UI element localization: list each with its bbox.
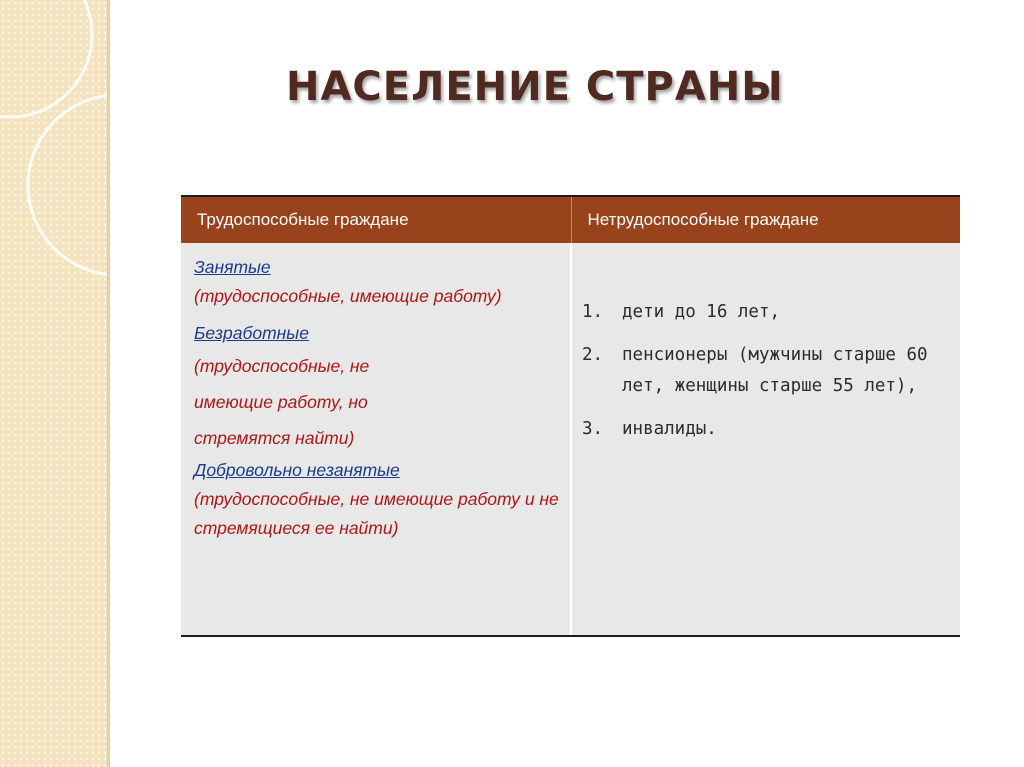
- unemployed-label: Безработные: [194, 323, 309, 343]
- list-item-text: дети до 16 лет,: [622, 302, 781, 322]
- disabled-cell: [571, 243, 960, 636]
- decorative-side-band: [0, 0, 110, 767]
- unemployed-description-line-2: имеющие работу, но: [194, 392, 368, 412]
- unemployed-description-line-3: стремятся найти): [194, 428, 355, 448]
- table-header-row: [181, 196, 960, 243]
- slide-title: НАСЕЛЕНИЕ СТРАНЫ: [286, 64, 784, 110]
- decorative-arcs: [0, 0, 110, 767]
- employed-label: Занятые: [194, 257, 271, 277]
- able-bodied-cell: [181, 243, 571, 636]
- population-table: [181, 195, 960, 637]
- list-item: 3. инвалиды.: [582, 414, 940, 445]
- voluntary-unemployed-label: Добровольно незанятые: [194, 460, 400, 480]
- unemployed-description-line-1: (трудоспособные, не: [194, 356, 370, 376]
- table-body-row: [181, 243, 960, 636]
- header-disabled: Нетрудоспособные граждане: [571, 196, 960, 243]
- voluntary-unemployed-description: (трудоспособные, не имеющие работу и не стремящиеся ее найти): [194, 489, 559, 538]
- list-item: 1. дети до 16 лет,: [582, 297, 940, 328]
- disabled-list: [582, 297, 940, 445]
- list-item: 2. пенсионеры (мужчины старше 60 лет, женщины старше 55 лет),: [582, 340, 940, 402]
- employed-description: (трудоспособные, имеющие работу): [194, 286, 502, 306]
- header-able-bodied: Трудоспособные граждане: [181, 196, 571, 243]
- list-item-text: пенсионеры (мужчины старше 60 лет, женщины старше 55 лет),: [622, 345, 928, 396]
- list-item-text: инвалиды.: [622, 419, 717, 439]
